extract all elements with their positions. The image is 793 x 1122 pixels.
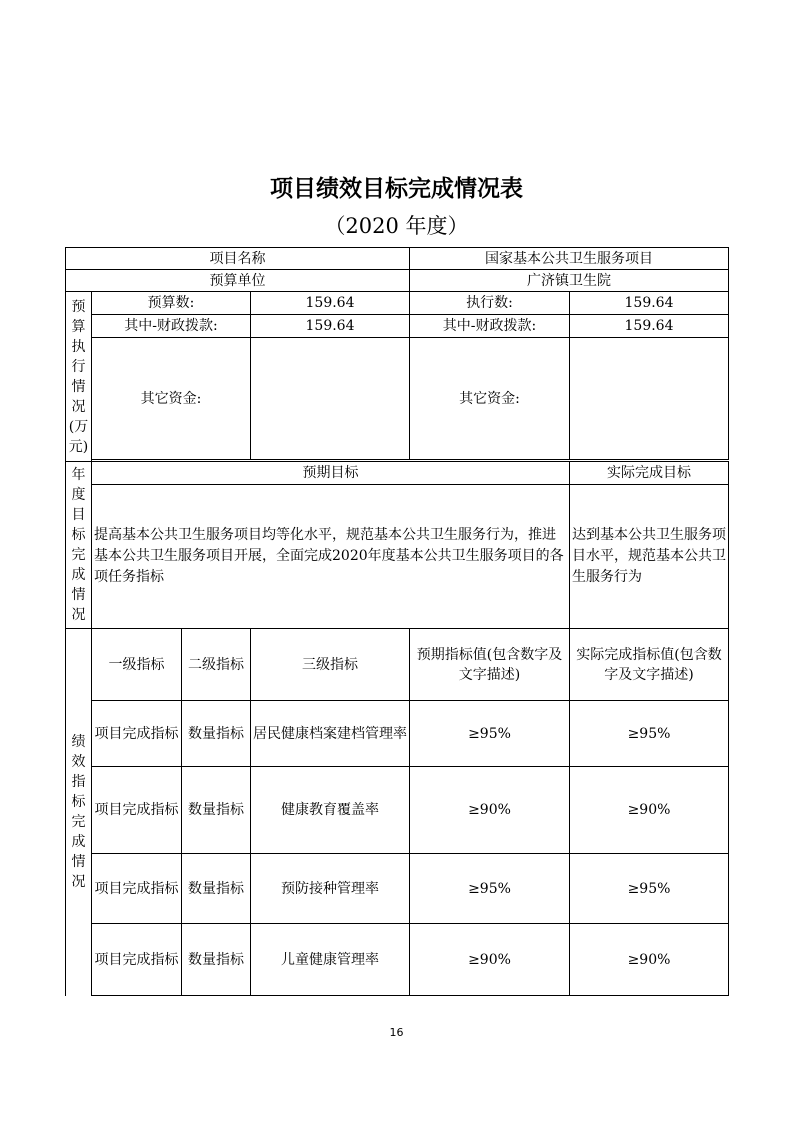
other-funds-value-planned (251, 338, 410, 460)
planned-value-cell: ≥95% (410, 701, 570, 767)
planned-value-header: 预期指标值(包含数字及文字描述) (410, 629, 570, 701)
level2-header: 二级指标 (182, 629, 251, 701)
level1-cell: 项目完成指标 (92, 924, 182, 996)
table-row (66, 701, 729, 767)
project-name-label: 项目名称 (66, 248, 410, 270)
page-number: 16 (389, 1026, 404, 1039)
actual-value-cell: ≥95% (570, 701, 729, 767)
planned-goal-text: 提高基本公共卫生服务项目均等化水平，规范基本公共卫生服务行为，推进基本公共卫生服务项目开展，全面完成2020年度基本公共卫生服务项目的各项任务指标 (92, 485, 570, 629)
budget-section-label (66, 292, 92, 462)
page-subtitle: （2020 年度） (324, 214, 469, 238)
budget-unit-label: 预算单位 (66, 270, 410, 292)
annual-header-row (66, 462, 729, 485)
annual-goal-row (66, 485, 729, 629)
budget-section-label-text: 预算执行情况(万元) (68, 298, 89, 455)
fiscal-row (66, 315, 729, 338)
budget-unit-value: 广济镇卫生院 (410, 270, 729, 292)
fiscal-label-planned: 其中-财政拨款: (92, 315, 251, 338)
planned-value-cell: ≥90% (410, 767, 570, 854)
fiscal-value-executed: 159.64 (570, 315, 729, 338)
annual-section-label-text: 年度目标完成情况 (71, 467, 86, 623)
level3-cell: 儿童健康管理率 (251, 924, 410, 996)
performance-section-label (66, 629, 92, 996)
level1-cell: 项目完成指标 (92, 854, 182, 924)
level2-cell: 数量指标 (182, 701, 251, 767)
executed-amount-value: 159.64 (570, 292, 729, 315)
executed-amount-label: 执行数: (410, 292, 570, 315)
level3-cell: 预防接种管理率 (251, 854, 410, 924)
page-title: 项目绩效目标完成情况表 (270, 176, 523, 202)
level1-cell: 项目完成指标 (92, 767, 182, 854)
level2-cell: 数量指标 (182, 767, 251, 854)
annual-section-label (66, 462, 92, 629)
actual-value-cell: ≥90% (570, 924, 729, 996)
other-funds-label-executed: 其它资金: (410, 338, 570, 460)
table-row (66, 854, 729, 924)
other-funds-label-planned: 其它资金: (92, 338, 251, 460)
actual-value-header: 实际完成指标值(包含数字及文字描述) (570, 629, 729, 701)
actual-value-cell: ≥95% (570, 854, 729, 924)
performance-section-label-text: 绩效指标完成情况 (71, 734, 86, 891)
project-name-row (66, 248, 729, 270)
budget-amount-row (66, 292, 729, 315)
budget-amount-value: 159.64 (251, 292, 410, 315)
budget-unit-row (66, 270, 729, 292)
budget-amount-label: 预算数: (92, 292, 251, 315)
actual-goal-text: 达到基本公共卫生服务项目水平，规范基本公共卫生服务行为 (570, 485, 729, 629)
level2-cell: 数量指标 (182, 854, 251, 924)
performance-table (65, 247, 729, 996)
fiscal-value-planned: 159.64 (251, 315, 410, 338)
other-funds-value-executed (570, 338, 729, 460)
planned-value-cell: ≥90% (410, 924, 570, 996)
level2-cell: 数量指标 (182, 924, 251, 996)
level3-cell: 居民健康档案建档管理率 (251, 701, 410, 767)
actual-goal-header: 实际完成目标 (570, 462, 729, 485)
project-name-value: 国家基本公共卫生服务项目 (410, 248, 729, 270)
level1-cell: 项目完成指标 (92, 701, 182, 767)
indicator-header-row (66, 629, 729, 701)
level3-header: 三级指标 (251, 629, 410, 701)
planned-value-cell: ≥95% (410, 854, 570, 924)
planned-goal-header: 预期目标 (92, 462, 570, 485)
table-row (66, 924, 729, 996)
level3-cell: 健康教育覆盖率 (251, 767, 410, 854)
other-funds-row (66, 338, 729, 460)
level1-header: 一级指标 (92, 629, 182, 701)
fiscal-label-executed: 其中-财政拨款: (410, 315, 570, 338)
table-row (66, 767, 729, 854)
actual-value-cell: ≥90% (570, 767, 729, 854)
